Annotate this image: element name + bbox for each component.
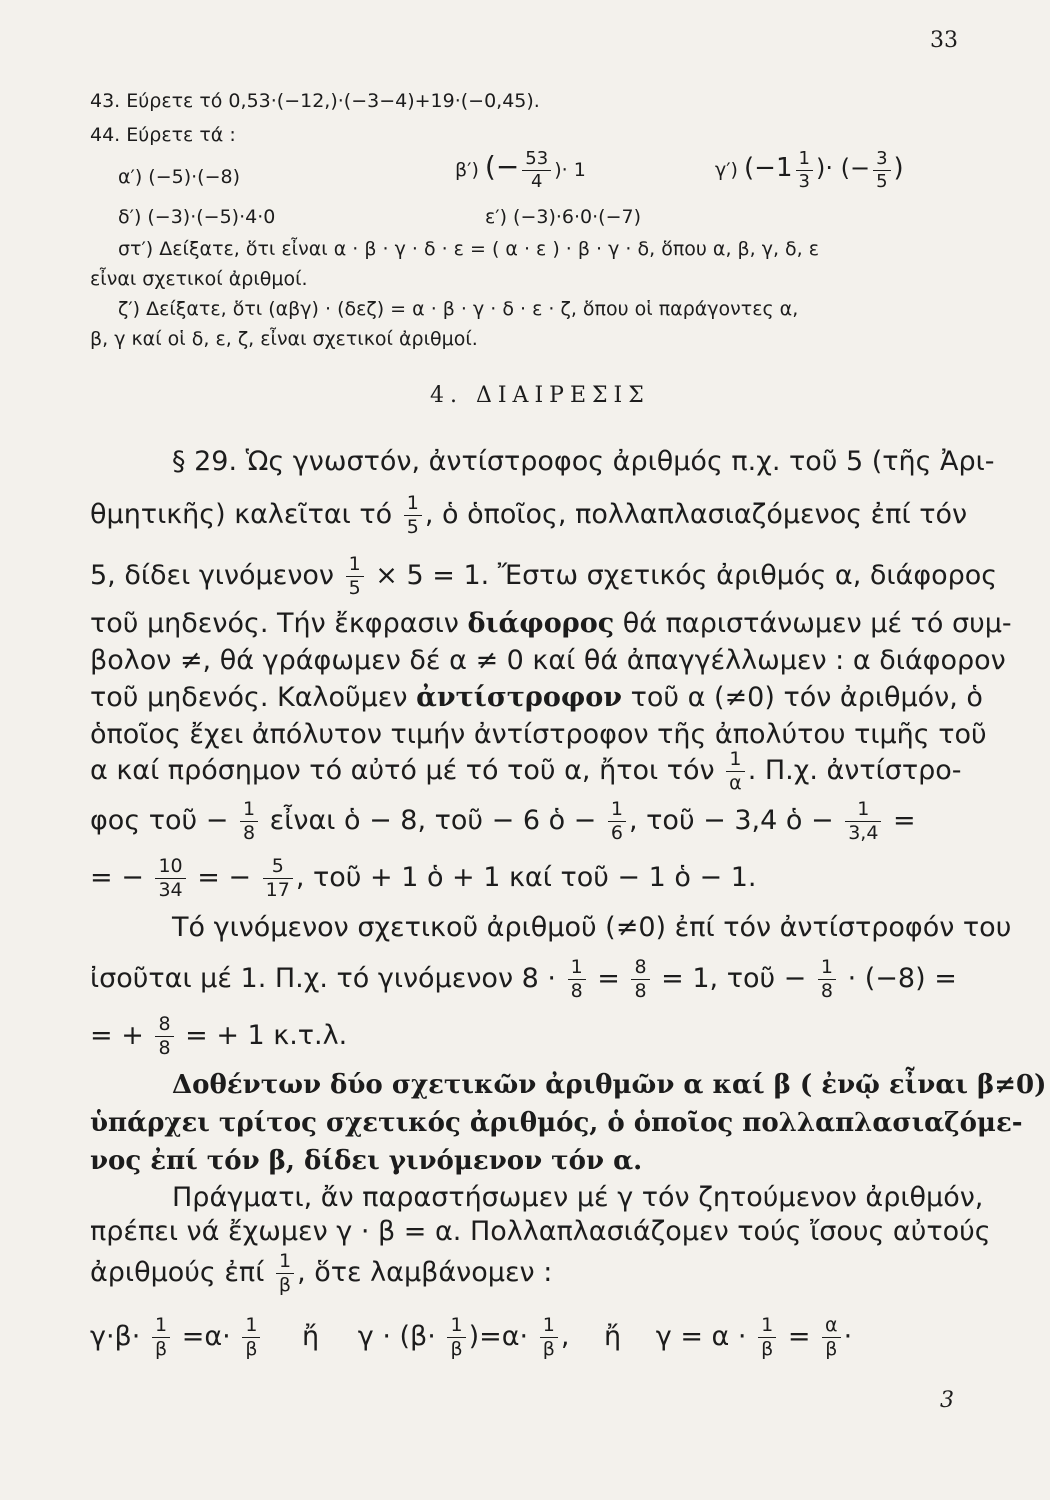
body-text: τοῦ μηδενός. Καλοῦμεν [90, 682, 408, 713]
fraction-1-5 [404, 494, 422, 537]
body-text: = − [197, 862, 252, 893]
fraction-alpha-beta [822, 1316, 841, 1359]
exercise-44-c-label: γ′) [715, 159, 738, 181]
body-line-11: Τό γινόμενον σχετικοῦ ἀριθμοῦ (≠0) ἐπί τόν ἀντίστροφόν του [172, 912, 1012, 943]
exercise-44-c-open: (−1 [744, 153, 793, 183]
fraction-1-8 [240, 800, 258, 843]
fraction-numerator: 1 [278, 1250, 292, 1272]
exercise-44-b [455, 150, 586, 191]
fraction-denominator: β [758, 1337, 776, 1359]
fraction-numerator: 1 [610, 798, 623, 820]
fraction-denominator: 34 [155, 878, 185, 900]
body-text: = + [90, 1020, 144, 1051]
body-line-5: βολον ≠, θά γράφωμεν δέ α ≠ 0 καί θά ἀπαγγέλλωμεν : α διάφορον [90, 645, 1006, 676]
fraction-numerator: 5 [271, 855, 284, 877]
fraction-denominator: β [242, 1337, 260, 1359]
fraction-denominator: 3 [796, 170, 813, 191]
equation-part: , [560, 1321, 570, 1352]
body-line-4 [90, 608, 1012, 639]
equation-part: = [787, 1321, 811, 1352]
body-line-6 [90, 682, 983, 713]
fraction-numerator: 1 [542, 1314, 555, 1336]
equation-part: =α· [181, 1321, 231, 1352]
fraction-numerator: 3 [876, 148, 888, 169]
exercise-44-e: ε′) (−3)·6·0·(−7) [485, 206, 641, 228]
body-text: τοῦ α (≠0) τόν ἀριθμόν, ὁ [630, 682, 983, 713]
equation-connector: ἤ [604, 1321, 622, 1352]
fraction-numerator: 1 [450, 1314, 463, 1336]
body-text: = + 1 κ.τ.λ. [185, 1020, 348, 1051]
body-text: φος τοῦ − [90, 805, 229, 836]
body-text: , ὅτε λαμβάνομεν : [297, 1257, 553, 1288]
fraction-denominator: 5 [404, 515, 422, 537]
fraction-denominator: β [152, 1337, 170, 1359]
exercise-44-st-line1: στ′) Δείξατε, ὅτι εἶναι α · β · γ · δ · ε = ( α · ε ) · β · γ · δ, ὅπου α, β, γ, δ, ε [118, 238, 820, 260]
body-line-8 [90, 750, 962, 793]
exercise-44-st-line2: εἶναι σχετικοί ἀριθμοί. [90, 268, 308, 290]
section-heading: 4. ΔΙΑΙΡΕΣΙΣ [430, 383, 650, 408]
exercise-44-c [715, 150, 904, 191]
fraction-numerator: α [825, 1314, 838, 1336]
fraction-1-beta [447, 1316, 465, 1359]
fraction-numerator: 8 [158, 1013, 171, 1035]
fraction-denominator: 8 [631, 979, 649, 1001]
equation-part: γ = α · [655, 1321, 747, 1352]
fraction-1-beta [152, 1316, 170, 1359]
exercise-44-z-line1: ζ′) Δείξατε, ὅτι (αβγ) · (δεζ) = α · β · γ · δ · ε · ζ, ὅπου οἱ παράγοντες α, [118, 298, 799, 320]
equation-part: γ · (β· [357, 1321, 436, 1352]
exercise-44-a: α′) (−5)·(−8) [118, 166, 240, 188]
proof-line-1: Πράγματι, ἄν παραστήσωμεν μέ γ τόν ζητούμενον ἀριθμόν, [172, 1182, 984, 1213]
fraction-denominator: α [726, 771, 745, 793]
fraction-denominator: 8 [155, 1036, 173, 1058]
body-text: = [597, 963, 620, 994]
body-text: = 1, τοῦ − [661, 963, 807, 994]
fraction-numerator: 1 [348, 553, 361, 575]
fraction-denominator: β [447, 1337, 465, 1359]
fraction-1-6 [608, 800, 626, 843]
fraction-numerator: 10 [158, 855, 183, 877]
exercise-44-c-close: ) [893, 153, 904, 183]
body-text: ἀριθμούς ἐπί [90, 1257, 265, 1288]
fraction-1-beta [540, 1316, 558, 1359]
fraction-denominator: 8 [568, 979, 586, 1001]
fraction-denominator: 17 [263, 878, 293, 900]
fraction-numerator: 1 [820, 956, 833, 978]
fraction-1-8 [818, 958, 836, 1001]
fraction-denominator: 5 [346, 576, 364, 598]
body-text: , τοῦ − 3,4 ὁ − [629, 805, 834, 836]
fraction-10-34 [155, 857, 185, 900]
body-text: · (−8) = [847, 963, 957, 994]
proof-line-3 [90, 1252, 552, 1295]
body-text: ἰσοῦται μέ 1. Π.χ. τό γινόμενον 8 · [90, 963, 556, 994]
equation-part: )=α· [468, 1321, 529, 1352]
proof-equation [90, 1316, 852, 1359]
theorem-line-2: ὑπάρχει τρίτος σχετικός ἀριθμός, ὁ ὁποῖος πολλαπλασιαζόμε- [90, 1108, 1023, 1138]
exercise-44-b-close: )· 1 [554, 159, 586, 181]
exercise-44-z-line2: β, γ καί οἱ δ, ε, ζ, εἶναι σχετικοί ἀριθμοί. [90, 328, 478, 350]
exercise-44-c-mid: )· (− [815, 154, 871, 182]
fraction-1-beta [758, 1316, 776, 1359]
fraction-1-beta [276, 1252, 294, 1295]
fraction-numerator: 1 [729, 748, 742, 770]
page-number: 33 [930, 28, 958, 53]
fraction-numerator: 1 [570, 956, 583, 978]
body-text: = [893, 805, 916, 836]
theorem-line-1: Δοθέντων δύο σχετικῶν ἀριθμῶν α καί β ( ἐνῷ εἶναι β≠0) [172, 1070, 1047, 1100]
fraction-1-beta [242, 1316, 260, 1359]
fraction-1-alpha [726, 750, 745, 793]
body-text: × 5 = 1. Ἔστω σχετικός ἀριθμός α, διάφορος [375, 560, 998, 591]
fraction-numerator: 1 [406, 492, 419, 514]
fraction-denominator: 5 [873, 170, 890, 191]
emphasis-diaforos: διάφορος [467, 608, 615, 639]
fraction-1-3-4 [845, 800, 881, 843]
fraction-denominator: 4 [522, 170, 551, 191]
fraction-3-5 [873, 150, 890, 191]
fraction-numerator: 8 [634, 956, 647, 978]
fraction-8-8 [155, 1015, 173, 1058]
body-text: εἶναι ὁ − 8, τοῦ − 6 ὁ − [269, 805, 597, 836]
body-line-3 [90, 555, 997, 598]
body-text: 5, δίδει γινόμενον [90, 560, 335, 591]
body-line-2 [90, 494, 967, 537]
theorem-line-3: νος ἐπί τόν β, δίδει γινόμενον τόν α. [90, 1146, 643, 1176]
body-text: θμητικῆς) καλεῖται τό [90, 499, 393, 530]
fraction-1-5 [346, 555, 364, 598]
body-text: = − [90, 862, 144, 893]
fraction-5-17 [263, 857, 293, 900]
exercise-44-d: δ′) (−3)·(−5)·4·0 [118, 206, 276, 228]
body-line-9 [90, 800, 916, 843]
exercise-44-b-label: β′) [455, 159, 479, 181]
fraction-denominator: β [276, 1273, 294, 1295]
body-text: , τοῦ + 1 ὁ + 1 καί τοῦ − 1 ὁ − 1. [295, 862, 757, 893]
body-line-7: ὁποῖος ἔχει ἀπόλυτον τιμήν ἀντίστροφον τῆς ἀπολύτου τιμῆς τοῦ [90, 719, 987, 750]
fraction-1-8 [568, 958, 586, 1001]
equation-part: γ·β· [90, 1321, 141, 1352]
body-text: α καί πρόσημον τό αὐτό μέ τό τοῦ α, ἤτοι τόν [90, 755, 715, 786]
fraction-denominator: 8 [818, 979, 836, 1001]
fraction-1-3 [796, 150, 813, 191]
fraction-53-4 [522, 150, 551, 191]
emphasis-antistrofon: ἀντίστροφον [416, 682, 623, 713]
fraction-denominator: β [540, 1337, 558, 1359]
fraction-numerator: 1 [245, 1314, 258, 1336]
proof-line-2: πρέπει νά ἔχωμεν γ · β = α. Πολλαπλασιάζομεν τούς ἴσους αὐτούς [90, 1216, 991, 1247]
fraction-numerator: 1 [798, 148, 810, 169]
fraction-numerator: 53 [525, 148, 549, 169]
fraction-numerator: 1 [242, 798, 256, 820]
body-text: θά παριστάνωμεν μέ τό συμ- [622, 608, 1012, 639]
body-line-13 [90, 1015, 347, 1058]
fraction-denominator: 6 [608, 821, 626, 843]
fraction-numerator: 1 [857, 798, 870, 820]
exercise-44: 44. Εύρετε τά : [90, 124, 236, 146]
body-text: τοῦ μηδενός. Τήν ἔκφρασιν [90, 608, 459, 639]
body-line-1: § 29. Ὡς γνωστόν, ἀντίστροφος ἀριθμός π.χ. τοῦ 5 (τῆς Ἀρι- [172, 446, 995, 477]
fraction-numerator: 1 [154, 1314, 168, 1336]
fraction-denominator: β [822, 1337, 841, 1359]
exercise-44-b-open: (− [484, 150, 520, 183]
fraction-denominator: 8 [240, 821, 258, 843]
fraction-numerator: 1 [761, 1314, 774, 1336]
exercise-43: 43. Εύρετε τό 0,53·(−12,)·(−3−4)+19·(−0,45). [90, 90, 540, 112]
body-text: . Π.χ. ἀντίστρο- [747, 755, 962, 786]
fraction-8-8 [631, 958, 649, 1001]
fraction-denominator: 3,4 [845, 821, 881, 843]
body-text: , ὁ ὁποῖος, πολλαπλασιαζόμενος ἐπί τόν [424, 499, 968, 530]
equation-connector: ἤ [302, 1321, 320, 1352]
equation-part: · [843, 1321, 853, 1352]
signature-mark: 3 [940, 1388, 954, 1413]
body-line-10 [90, 857, 756, 900]
body-line-12 [90, 958, 957, 1001]
